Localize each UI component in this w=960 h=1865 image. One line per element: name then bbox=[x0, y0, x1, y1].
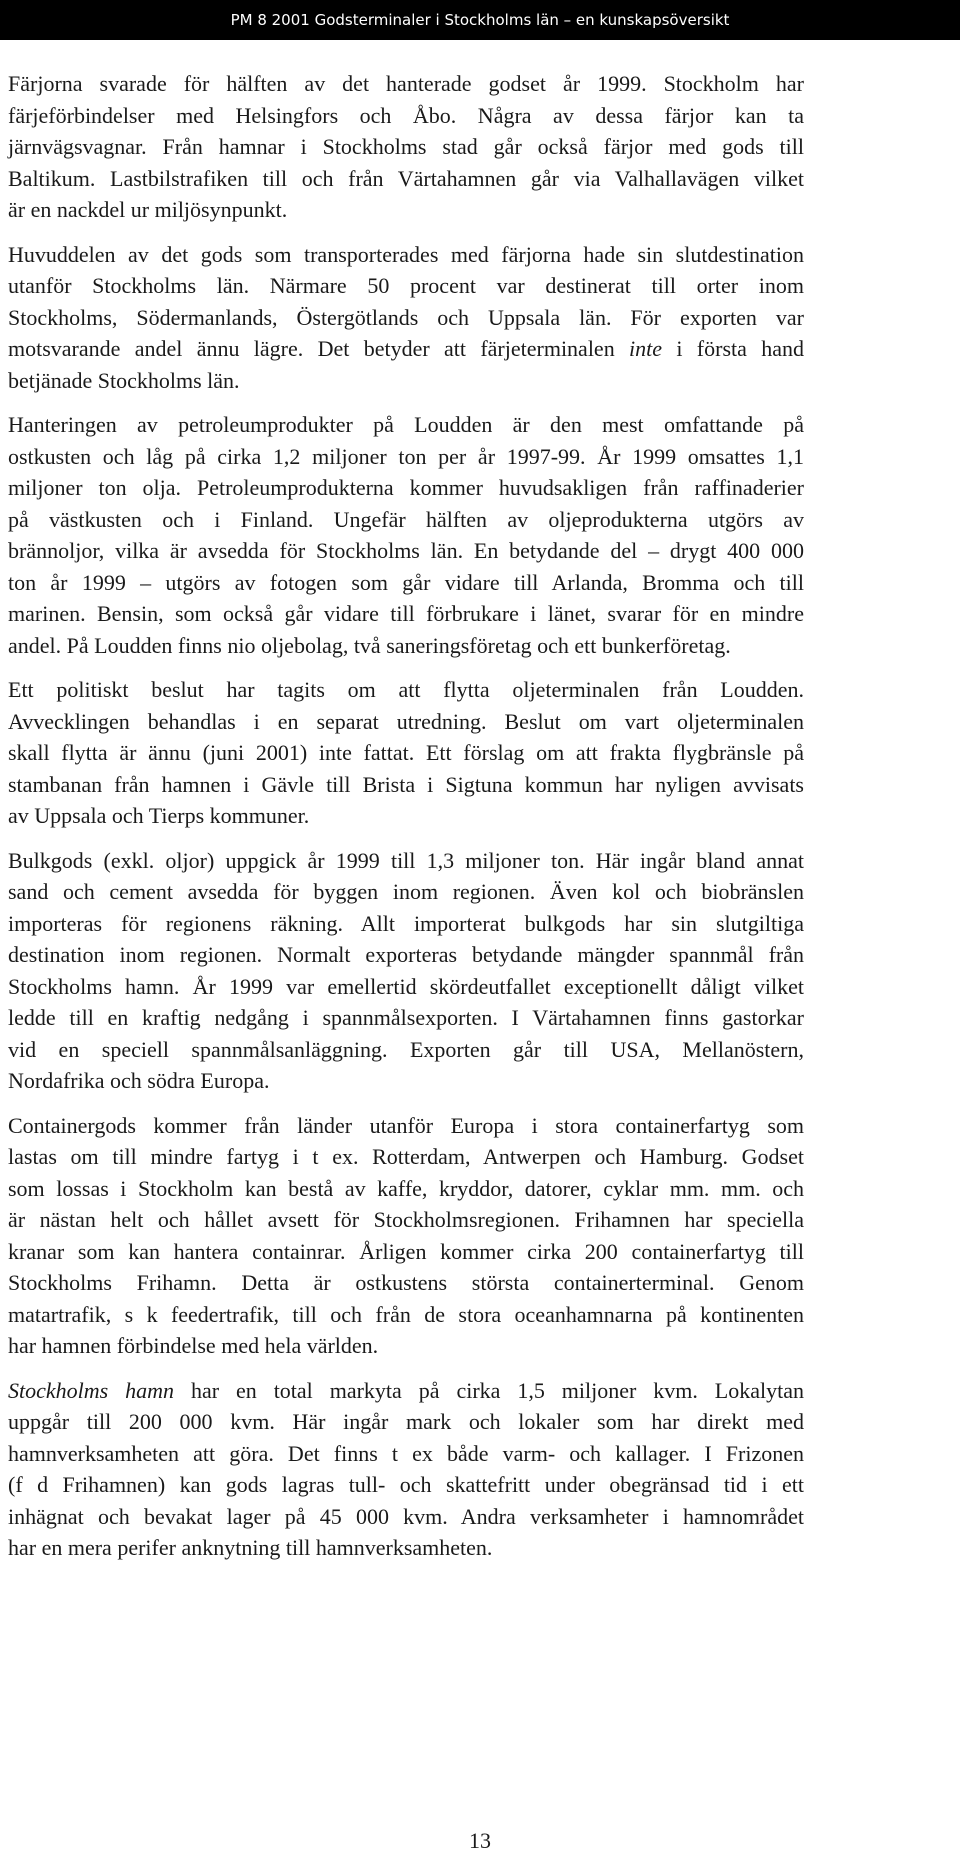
text-line bbox=[8, 908, 804, 940]
text-segment: som lossas i Stockholm kan bestå av kaffe, kryddor, datorer, cyklar mm. mm. och bbox=[8, 1175, 804, 1201]
text-line bbox=[8, 441, 804, 473]
text-segment: Containergods kommer från länder utanför Europa i stora containerfartyg som bbox=[8, 1112, 804, 1138]
emphasized-text: inte bbox=[629, 336, 663, 361]
text-segment: utanför Stockholms län. Närmare 50 procent var destinerat till orter inom bbox=[8, 273, 804, 298]
text-line bbox=[8, 800, 804, 832]
text-line bbox=[8, 598, 804, 630]
text-segment: lastas om till mindre fartyg i t ex. Rotterdam, Antwerpen och Hamburg. Godset bbox=[8, 1144, 804, 1169]
text-line bbox=[8, 567, 804, 599]
text-segment: Ett politiskt beslut har tagits om att flytta oljeterminalen från Loudden. bbox=[8, 677, 804, 702]
text-line bbox=[8, 365, 804, 397]
text-segment: Baltikum. Lastbilstrafiken till och från Värtahamnen går via Valhallavägen vilket bbox=[8, 165, 804, 191]
text-segment: har hamnen förbindelse med hela världen. bbox=[8, 1333, 379, 1358]
text-segment: Hanteringen av petroleumprodukter på Loudden är den mest omfattande på bbox=[8, 412, 804, 437]
text-segment: (f d Frihamnen) kan gods lagras tull- och skattefritt under obegränsad tid i ett bbox=[8, 1472, 804, 1497]
paragraph bbox=[0, 845, 960, 1097]
text-segment: kranar som kan hantera containrar. Årligen kommer cirka 200 containerfartyg till bbox=[8, 1238, 804, 1264]
text-segment: Stockholms hamn. År 1999 var emellertid skördeutfallet exceptionellt dåligt vilket bbox=[8, 973, 804, 999]
text-line bbox=[8, 194, 804, 226]
text-line bbox=[8, 1469, 804, 1501]
text-line bbox=[8, 1034, 804, 1066]
text-line bbox=[8, 939, 804, 971]
text-line bbox=[8, 239, 804, 271]
text-line bbox=[8, 1204, 804, 1236]
text-line bbox=[8, 876, 804, 908]
text-line bbox=[8, 131, 804, 163]
text-segment: har en total markyta på cirka 1,5 miljoner kvm. Lokalytan bbox=[174, 1377, 804, 1403]
text-segment: vid en speciell spannmålsanläggning. Exporten går till USA, Mellanöstern, bbox=[8, 1036, 804, 1062]
document-body bbox=[0, 68, 960, 1577]
text-segment: skall flytta är ännu (juni 2001) inte fattat. Ett förslag om att frakta flygbränsle på bbox=[8, 740, 804, 765]
text-segment: järnvägsvagnar. Från hamnar i Stockholms stad går också färjor med gods till bbox=[8, 134, 804, 159]
paragraph bbox=[0, 674, 960, 832]
text-segment: motsvarande andel ännu lägre. Det betyder att färjeterminalen bbox=[8, 336, 630, 361]
text-line bbox=[8, 409, 804, 441]
emphasized-text: Stockholms hamn bbox=[8, 1377, 175, 1403]
text-segment: ton år 1999 – utgörs av fotogen som går vidare till Arlanda, Bromma och till bbox=[8, 569, 804, 595]
text-line bbox=[8, 472, 804, 504]
text-segment: av Uppsala och Tierps kommuner. bbox=[8, 803, 310, 828]
text-line bbox=[8, 737, 804, 769]
text-segment: Stockholms Frihamn. Detta är ostkustens största containerterminal. Genom bbox=[8, 1270, 804, 1295]
text-line bbox=[8, 971, 804, 1003]
text-line bbox=[8, 1002, 804, 1034]
text-line bbox=[8, 270, 804, 302]
text-line bbox=[8, 674, 804, 706]
text-line bbox=[8, 845, 804, 877]
text-segment: miljoner ton olja. Petroleumprodukterna kommer huvudsakligen från raffinaderier bbox=[8, 475, 804, 500]
text-line bbox=[8, 504, 804, 536]
text-segment: Avvecklingen behandlas i en separat utredning. Beslut om vart oljeterminalen bbox=[8, 708, 804, 734]
text-segment: ledde till en kraftig nedgång i spannmålsexporten. I Värtahamnen finns gastorkar bbox=[8, 1005, 804, 1030]
text-segment: matartrafik, s k feedertrafik, till och från de stora oceanhamnarna på kontinenten bbox=[8, 1301, 804, 1327]
text-segment: Bulkgods (exkl. oljor) uppgick år 1999 till 1,3 miljoner ton. Här ingår bland annat bbox=[8, 847, 804, 873]
text-segment: andel. På Loudden finns nio oljebolag, två saneringsföretag och ett bunkerföretag. bbox=[8, 632, 731, 658]
text-segment: marinen. Bensin, som också går vidare till förbrukare i länet, svarar för en mindre bbox=[8, 601, 804, 626]
paragraph bbox=[0, 409, 960, 661]
text-line bbox=[8, 68, 804, 100]
text-line bbox=[8, 1267, 804, 1299]
text-segment: färjeförbindelser med Helsingfors och Åbo. Några av dessa färjor kan ta bbox=[8, 102, 804, 128]
text-segment: hamnverksamheten att göra. Det finns t ex både varm- och kallager. I Frizonen bbox=[8, 1440, 804, 1466]
text-line bbox=[8, 302, 804, 334]
text-segment: på västkusten och i Finland. Ungefär hälften av oljeprodukterna utgörs av bbox=[8, 506, 804, 532]
text-segment: betjänade Stockholms län. bbox=[8, 367, 240, 393]
page-number: 13 bbox=[469, 1828, 491, 1853]
text-line bbox=[8, 1501, 804, 1533]
text-segment: Färjorna svarade för hälften av det hanterade godset år 1999. Stockholm har bbox=[8, 71, 804, 96]
text-line bbox=[8, 1236, 804, 1268]
paragraph bbox=[0, 1375, 960, 1564]
text-line bbox=[8, 163, 804, 195]
text-line bbox=[8, 1173, 804, 1205]
text-line bbox=[8, 1375, 804, 1407]
text-segment: uppgår till 200 000 kvm. Här ingår mark och lokaler som har direkt med bbox=[8, 1409, 804, 1434]
paragraph bbox=[0, 1110, 960, 1362]
text-segment: är nästan helt och hållet avsett för Stockholmsregionen. Frihamnen har speciella bbox=[8, 1207, 804, 1232]
paragraph bbox=[0, 239, 960, 397]
text-line bbox=[8, 1299, 804, 1331]
text-segment: inhägnat och bevakat lager på 45 000 kvm. Andra verksamheter i hamnområdet bbox=[8, 1503, 804, 1529]
text-segment: Huvuddelen av det gods som transporterades med färjorna hade sin slutdestination bbox=[8, 241, 804, 267]
text-segment: brännoljor, vilka är avsedda för Stockholms län. En betydande del – drygt 400 000 bbox=[8, 538, 804, 563]
text-line bbox=[8, 1065, 804, 1097]
text-line bbox=[8, 1110, 804, 1142]
text-segment: Stockholms, Södermanlands, Östergötlands och Uppsala län. För exporten var bbox=[8, 304, 804, 330]
text-segment: sand och cement avsedda för byggen inom regionen. Även kol och biobränslen bbox=[8, 879, 804, 904]
text-segment: har en mera perifer anknytning till hamnverksamheten. bbox=[8, 1535, 493, 1560]
text-line bbox=[8, 769, 804, 801]
text-line bbox=[8, 1532, 804, 1564]
text-segment: är en nackdel ur miljösynpunkt. bbox=[8, 197, 288, 222]
text-line bbox=[8, 1330, 804, 1362]
text-segment: ostkusten och låg på cirka 1,2 miljoner ton per år 1997-99. År 1999 omsattes 1,1 bbox=[8, 443, 804, 469]
text-line bbox=[8, 1438, 804, 1470]
text-line bbox=[8, 100, 804, 132]
document-header bbox=[0, 0, 960, 40]
text-line bbox=[8, 706, 804, 738]
text-line bbox=[8, 1406, 804, 1438]
document-header-title: PM 8 2001 Godsterminaler i Stockholms län – en kunskapsöversikt bbox=[230, 11, 730, 29]
text-segment: i första hand bbox=[662, 336, 804, 361]
text-segment: stambanan från hamnen i Gävle till Brista i Sigtuna kommun har nyligen avvisats bbox=[8, 771, 804, 797]
text-segment: importeras för regionens räkning. Allt importerat bulkgods har sin slutgiltiga bbox=[8, 910, 804, 936]
text-segment: Nordafrika och södra Europa. bbox=[8, 1068, 270, 1093]
text-line bbox=[8, 630, 804, 662]
text-line bbox=[8, 1141, 804, 1173]
text-line bbox=[8, 333, 804, 365]
text-segment: destination inom regionen. Normalt exporteras betydande mängder spannmål från bbox=[8, 942, 804, 967]
text-line bbox=[8, 535, 804, 567]
paragraph bbox=[0, 68, 960, 226]
